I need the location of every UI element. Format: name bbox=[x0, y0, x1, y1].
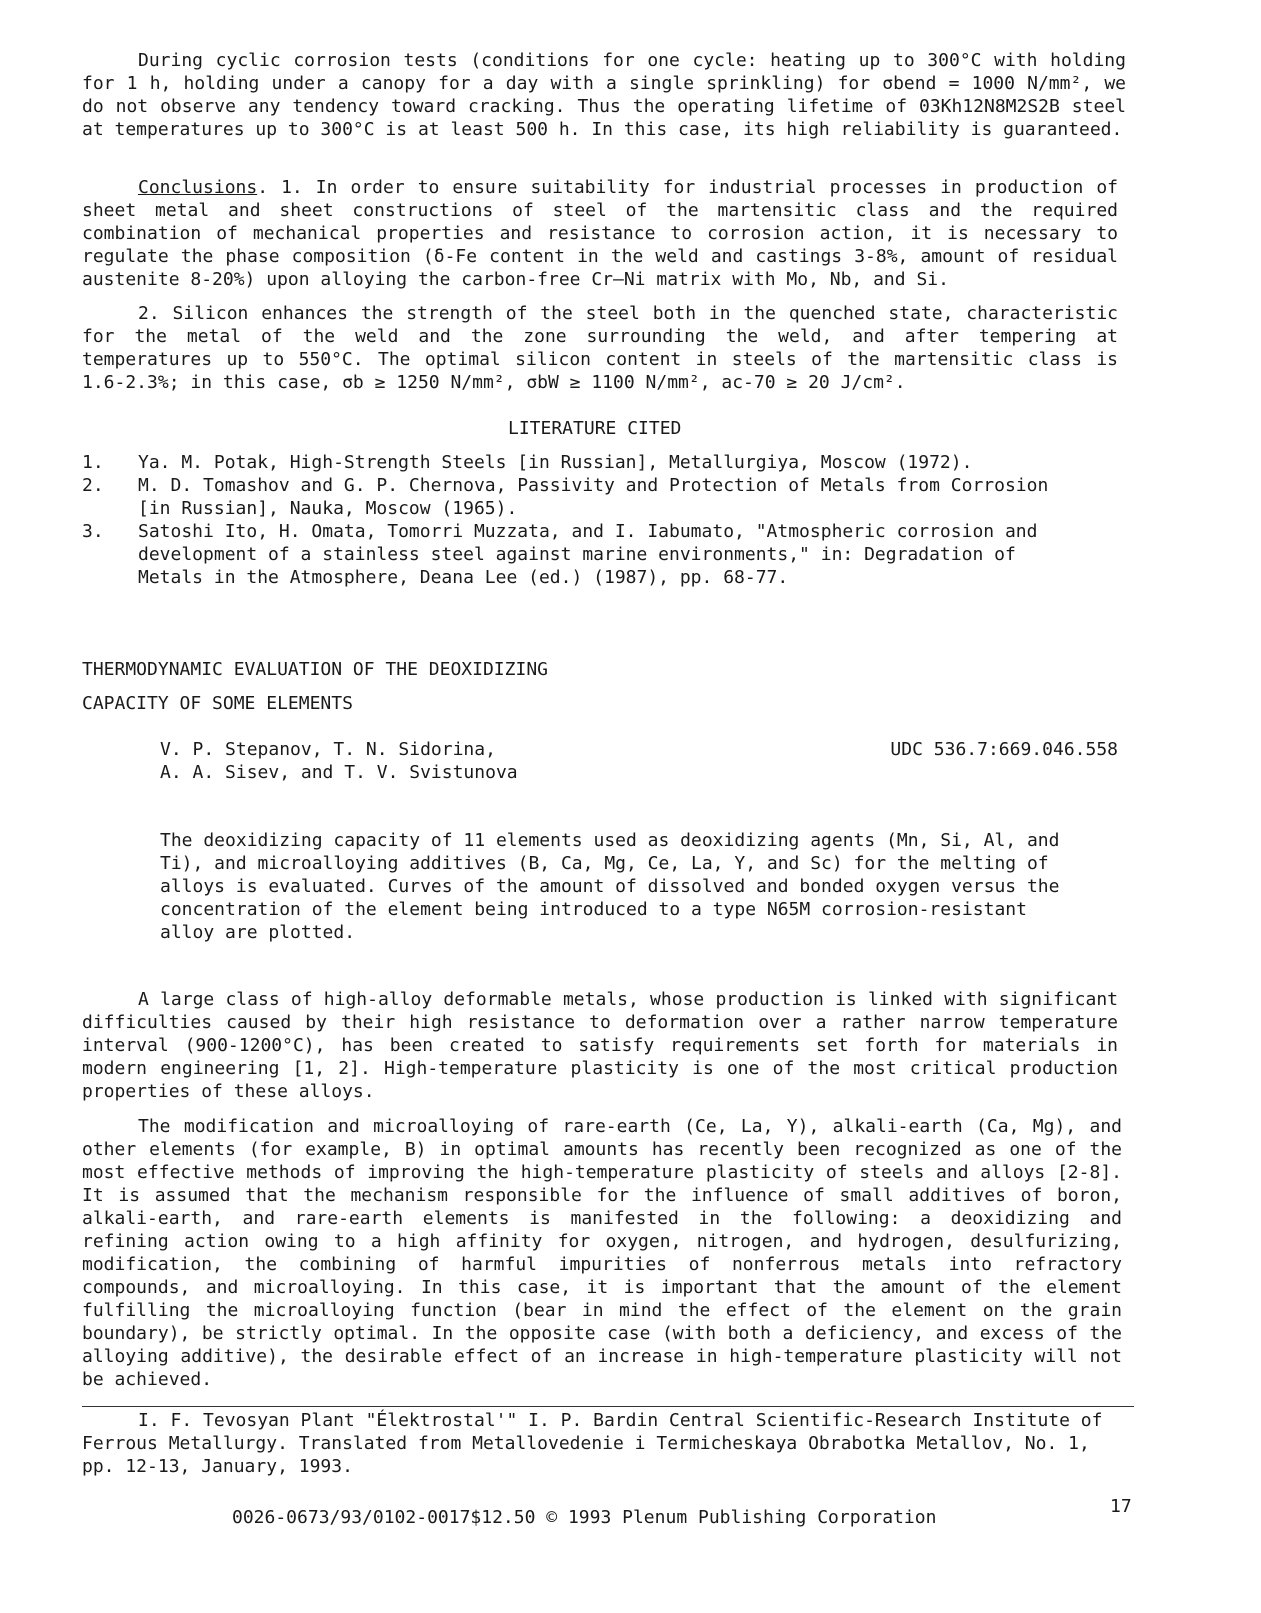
footnote: I. F. Tevosyan Plant "Élektrostal'" I. P. Bardin Central Scientific-Research Institute of Ferrous Metallurgy. Translated from Metallovedenie i Termicheskaya Obrabotka Metallov, No. 1, pp. 12-13, January, 1993. bbox=[82, 1410, 1103, 1477]
reference-3 bbox=[82, 520, 1142, 589]
authors-line-2: A. A. Sisev, and T. V. Svistunova bbox=[160, 762, 518, 783]
reference-1-text: Ya. M. Potak, High-Strength Steels [in Russian], Metallurgiya, Moscow (1972). bbox=[138, 452, 973, 473]
conclusions-item-2: 2. Silicon enhances the strength of the steel both in the quenched state, characteristic for the metal of the weld and the zone surrounding the weld, and after tempering at temperatures up to 550°C. The optimal silicon content in steels of the martensitic class is 1.6-2.3%; in this case, σb ≥ 1250 N/mm², σbW ≥ 1100 N/mm², ac-70 ≥ 20 J/cm². bbox=[82, 303, 1118, 393]
article-title-line-2: CAPACITY OF SOME ELEMENTS bbox=[82, 693, 353, 714]
conclusions-item-1-text: . 1. In order to ensure suitability for industrial processes in production of sheet metal and sheet constructions of steel of the martensitic class and the required combination of mechanical properties and resistance to corrosion action, it is necessary to regulate the phase composition (δ-Fe content in the weld and castings 3-8%, amount of residual austenite 8-20%) upon alloying the carbon-free Cr—Ni matrix with Mo, Nb, and Si. bbox=[82, 177, 1118, 290]
reference-2-number: 2. bbox=[82, 475, 104, 496]
intro-paragraph: During cyclic corrosion tests (conditions for one cycle: heating up to 300°C with holding for 1 h, holding under a canopy for a day with a single sprinkling) for σbend = 1000 N/mm², we do not observe any tendency toward cracking. Thus the operating lifetime of 03Kh12N8M2S2B steel at temperatures up to 300°C is at least 500 h. In this case, its high reliability is guaranteed. bbox=[82, 50, 1126, 140]
article-title-line-1: THERMODYNAMIC EVALUATION OF THE DEOXIDIZING bbox=[82, 659, 548, 680]
reference-3-number: 3. bbox=[82, 521, 104, 542]
literature-heading: LITERATURE CITED bbox=[508, 418, 682, 439]
udc-code: UDC 536.7:669.046.558 bbox=[890, 739, 1118, 760]
reference-1 bbox=[82, 451, 1142, 474]
conclusions-item-1 bbox=[82, 176, 1118, 291]
conclusions-label: Conclusions bbox=[138, 177, 258, 198]
abstract: The deoxidizing capacity of 11 elements used as deoxidizing agents (Mn, Si, Al, and Ti), and microalloying additives (B, Ca, Mg, Ce, La, Y, and Sc) for the melting of alloys is evaluated. Curves of the amount of dissolved and bonded oxygen versus the concentration of the element being introduced to a type N65M corrosion-resistant alloy are plotted. bbox=[160, 830, 1060, 943]
page-number: 17 bbox=[1110, 1496, 1132, 1517]
publication-code: 0026-0673/93/0102-0017$12.50 © 1993 Plenum Publishing Corporation bbox=[232, 1507, 937, 1528]
body-paragraph-2: The modification and microalloying of rare-earth (Ce, La, Y), alkali-earth (Ca, Mg), and other elements (for example, B) in optimal amounts has recently been recognized as one of the most effective methods of improving the high-temperature plasticity of steels and alloys [2-8]. It is assumed that the mechanism responsible for the influence of small additives of boron, alkali-earth, and rare-earth elements is manifested in the following: a deoxidizing and refining action owing to a high affinity for oxygen, nitrogen, and hydrogen, desulfurizing, modification, the combining of harmful impurities of nonferrous metals into refractory compounds, and microalloying. In this case, it is important that the amount of the element fulfilling the microalloying function (bear in mind the effect of the element on the grain boundary), be strictly optimal. In the opposite case (with both a deficiency, and excess of the alloying additive), the desirable effect of an increase in high-temperature plasticity will not be achieved. bbox=[82, 1116, 1122, 1390]
reference-1-number: 1. bbox=[82, 452, 104, 473]
reference-2 bbox=[82, 474, 1142, 520]
reference-2-text: M. D. Tomashov and G. P. Chernova, Passivity and Protection of Metals from Corrosion [in Russian], Nauka, Moscow (1965). bbox=[138, 475, 1049, 519]
footnote-divider bbox=[82, 1406, 1134, 1407]
reference-3-text: Satoshi Ito, H. Omata, Tomorri Muzzata, and I. Iabumato, "Atmospheric corrosion and development of a stainless steel against marine environments," in: Degradation of Metals in the Atmosphere, Deana Lee (ed.) (1987), pp. 68-77. bbox=[138, 521, 1038, 588]
authors-line-1: V. P. Stepanov, T. N. Sidorina, bbox=[160, 739, 496, 760]
body-paragraph-1: A large class of high-alloy deformable metals, whose production is linked with significant difficulties caused by their high resistance to deformation over a rather narrow temperature interval (900-1200°C), has been created to satisfy requirements set forth for materials in modern engineering [1, 2]. High-temperature plasticity is one of the most critical production properties of these alloys. bbox=[82, 989, 1118, 1102]
